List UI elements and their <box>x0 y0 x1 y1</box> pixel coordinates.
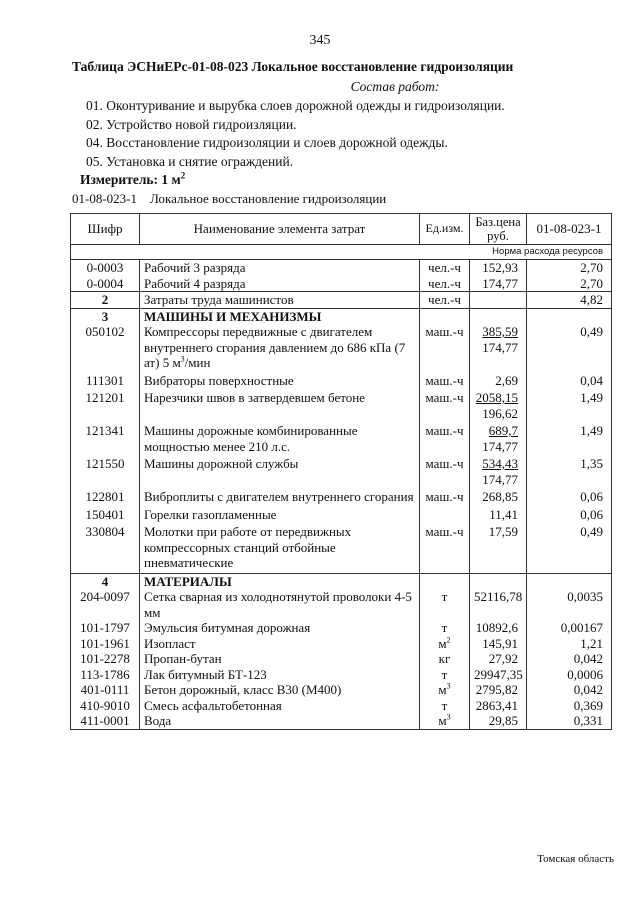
row-name: Рабочий 4 разряда <box>140 276 420 292</box>
section-row <box>71 573 612 589</box>
header-price: Баз.цена руб. <box>470 214 527 245</box>
row-price: 10892,6 <box>470 620 527 636</box>
row-qty: 0,49 <box>527 524 612 573</box>
row-unit: маш.-ч <box>420 423 470 456</box>
row-code: 101-1797 <box>71 620 140 636</box>
row-qty: 0,331 <box>527 713 612 729</box>
norm-label: Норма расхода ресурсов <box>71 245 612 260</box>
table-row <box>71 390 612 423</box>
row-unit: маш.-ч <box>420 489 470 507</box>
table-row <box>71 524 612 573</box>
row-name: Нарезчики швов в затвердевшем бетоне <box>140 390 420 423</box>
row-unit: т <box>420 667 470 683</box>
table-row <box>71 260 612 276</box>
table-row <box>71 651 612 667</box>
row-code: 121341 <box>71 423 140 456</box>
row-name: Смесь асфальтобетонная <box>140 698 420 714</box>
row-unit: т <box>420 698 470 714</box>
row-name: Бетон дорожный, класс В30 (М400) <box>140 682 420 698</box>
section-code: 4 <box>71 573 140 589</box>
row-price: 29947,35 <box>470 667 527 683</box>
composition-heading: Состав работ: <box>350 79 440 94</box>
row-price: 2058,15 196,62 <box>470 390 527 423</box>
work-item: 01. Оконтуривание и вырубка слоев дорожной одежды и гидроизоляции. <box>86 98 505 113</box>
row-price <box>470 292 527 309</box>
row-unit: чел.-ч <box>420 260 470 276</box>
row-name: Эмульсия битумная дорожная <box>140 620 420 636</box>
row-qty: 4,82 <box>527 292 612 309</box>
row-qty: 1,49 <box>527 390 612 423</box>
row-name: Вибраторы поверхностные <box>140 373 420 391</box>
table-row <box>71 636 612 652</box>
row-price: 689,7 174,77 <box>470 423 527 456</box>
row-name: Изопласт <box>140 636 420 652</box>
table-row <box>71 276 612 292</box>
row-qty: 0,06 <box>527 489 612 507</box>
row-price: 29,85 <box>470 713 527 729</box>
section-name: МАТЕРИАЛЫ <box>140 573 420 589</box>
row-name: Горелки газопламенные <box>140 507 420 525</box>
meter-text: Измеритель: 1 м <box>80 172 181 187</box>
row-qty: 0,042 <box>527 651 612 667</box>
row-qty: 1,21 <box>527 636 612 652</box>
section-name: МАШИНЫ И МЕХАНИЗМЫ <box>140 308 420 324</box>
row-price <box>470 573 527 589</box>
row-unit <box>420 573 470 589</box>
work-item: 04. Восстановление гидроизоляции и слоев дорожной одежды. <box>86 135 448 150</box>
table-title: Таблица ЭСНиЕРс-01-08-023 Локальное восстановление гидроизоляции <box>72 59 514 74</box>
row-code: 101-2278 <box>71 651 140 667</box>
row-code: 204-0097 <box>71 589 140 620</box>
row-price <box>470 308 527 324</box>
row-name: Молотки при работе от передвижных компрессорных станций отбойные пневматические <box>140 524 420 573</box>
cost-table <box>70 213 612 730</box>
row-price: 268,85 <box>470 489 527 507</box>
row-price: 145,91 <box>470 636 527 652</box>
work-item: 02. Устройство новой гидроизляции. <box>86 117 297 132</box>
header-code: Шифр <box>71 214 140 245</box>
row-unit: маш.-ч <box>420 324 470 373</box>
row-qty: 0,06 <box>527 507 612 525</box>
row-name: Пропан-бутан <box>140 651 420 667</box>
table-row <box>71 373 612 391</box>
row-name: Лак битумный БТ-123 <box>140 667 420 683</box>
row-unit: чел.-ч <box>420 292 470 309</box>
table-row <box>71 620 612 636</box>
page-number: 345 <box>309 33 331 48</box>
row-price: 174,77 <box>470 276 527 292</box>
table-row <box>71 324 612 373</box>
row-price: 17,59 <box>470 524 527 573</box>
header-unit: Ед.изм. <box>420 214 470 245</box>
row-code: 113-1786 <box>71 667 140 683</box>
meter-label <box>80 172 185 188</box>
row-unit <box>420 308 470 324</box>
section-code: 3 <box>71 308 140 324</box>
header-row <box>71 214 612 245</box>
row-name: Машины дорожной службы <box>140 456 420 489</box>
row-code: 0-0004 <box>71 276 140 292</box>
row-name: Сетка сварная из холоднотянутой проволоки 4-5 мм <box>140 589 420 620</box>
row-qty: 2,70 <box>527 276 612 292</box>
row-code: 050102 <box>71 324 140 373</box>
row-unit: маш.-ч <box>420 456 470 489</box>
header-qty: 01-08-023-1 <box>527 214 612 245</box>
table-body <box>71 245 612 730</box>
meter-sup: 2 <box>180 170 186 181</box>
section-row <box>71 308 612 324</box>
table-row <box>71 507 612 525</box>
row-qty: 1,35 <box>527 456 612 489</box>
row-name: Машины дорожные комбинированные мощностью менее 210 л.с. <box>140 423 420 456</box>
row-qty: 0,49 <box>527 324 612 373</box>
norm-row <box>71 245 612 260</box>
row-code: 121201 <box>71 390 140 423</box>
table-row <box>71 667 612 683</box>
row-qty: 1,49 <box>527 423 612 456</box>
table-row <box>71 698 612 714</box>
row-qty <box>527 573 612 589</box>
row-price: 27,92 <box>470 651 527 667</box>
table-row <box>71 423 612 456</box>
work-item: 05. Установка и снятие ограждений. <box>86 154 294 169</box>
row-name: Виброплиты с двигателем внутреннего сгорания <box>140 489 420 507</box>
row-price: 2,69 <box>470 373 527 391</box>
section-code: 2 <box>71 292 140 309</box>
row-name: Рабочий 3 разряда <box>140 260 420 276</box>
row-name: Вода <box>140 713 420 729</box>
row-code: 0-0003 <box>71 260 140 276</box>
table-row <box>71 589 612 620</box>
row-unit: кг <box>420 651 470 667</box>
row-qty <box>527 308 612 324</box>
row-code: 401-0111 <box>71 682 140 698</box>
table-row <box>71 456 612 489</box>
row-qty: 0,00167 <box>527 620 612 636</box>
row-qty: 0,0035 <box>527 589 612 620</box>
row-qty: 0,04 <box>527 373 612 391</box>
row-price: 385,59 174,77 <box>470 324 527 373</box>
row-name: Компрессоры передвижные с двигателем внутреннего сгорания давлением до 686 кПа (7 ат) 5 $м^3$/мин <box>140 324 420 373</box>
row-code: 101-1961 <box>71 636 140 652</box>
row-code: 411-0001 <box>71 713 140 729</box>
row-code: 122801 <box>71 489 140 507</box>
row-code: 121550 <box>71 456 140 489</box>
row-code: 111301 <box>71 373 140 391</box>
table-row <box>71 489 612 507</box>
row-code: 410-9010 <box>71 698 140 714</box>
row-unit: $м^3$ <box>420 713 470 729</box>
row-unit: маш.-ч <box>420 390 470 423</box>
table-row <box>71 713 612 729</box>
row-qty: 0,369 <box>527 698 612 714</box>
row-qty: 0,042 <box>527 682 612 698</box>
row-unit <box>420 507 470 525</box>
row-price: 534,43 174,77 <box>470 456 527 489</box>
table-row <box>71 682 612 698</box>
row-unit: $м^2$ <box>420 636 470 652</box>
footer-region: Томская область <box>537 853 614 865</box>
header-name: Наименование элемента затрат <box>140 214 420 245</box>
row-name: Затраты труда машинистов <box>140 292 420 309</box>
row-qty: 0,0006 <box>527 667 612 683</box>
row-unit: маш.-ч <box>420 373 470 391</box>
row-code: 150401 <box>71 507 140 525</box>
row-unit: т <box>420 620 470 636</box>
row-price: 11,41 <box>470 507 527 525</box>
row-unit: чел.-ч <box>420 276 470 292</box>
row-unit: т <box>420 589 470 620</box>
row-price: 2795,82 <box>470 682 527 698</box>
row-price: 152,93 <box>470 260 527 276</box>
row-price: 2863,41 <box>470 698 527 714</box>
row-unit: $м^3$ <box>420 682 470 698</box>
table-row <box>71 292 612 309</box>
row-code: 330804 <box>71 524 140 573</box>
row-price: 52116,78 <box>470 589 527 620</box>
subtitle: 01-08-023-1 Локальное восстановление гидроизоляции <box>72 191 387 206</box>
row-unit: маш.-ч <box>420 524 470 573</box>
row-qty: 2,70 <box>527 260 612 276</box>
